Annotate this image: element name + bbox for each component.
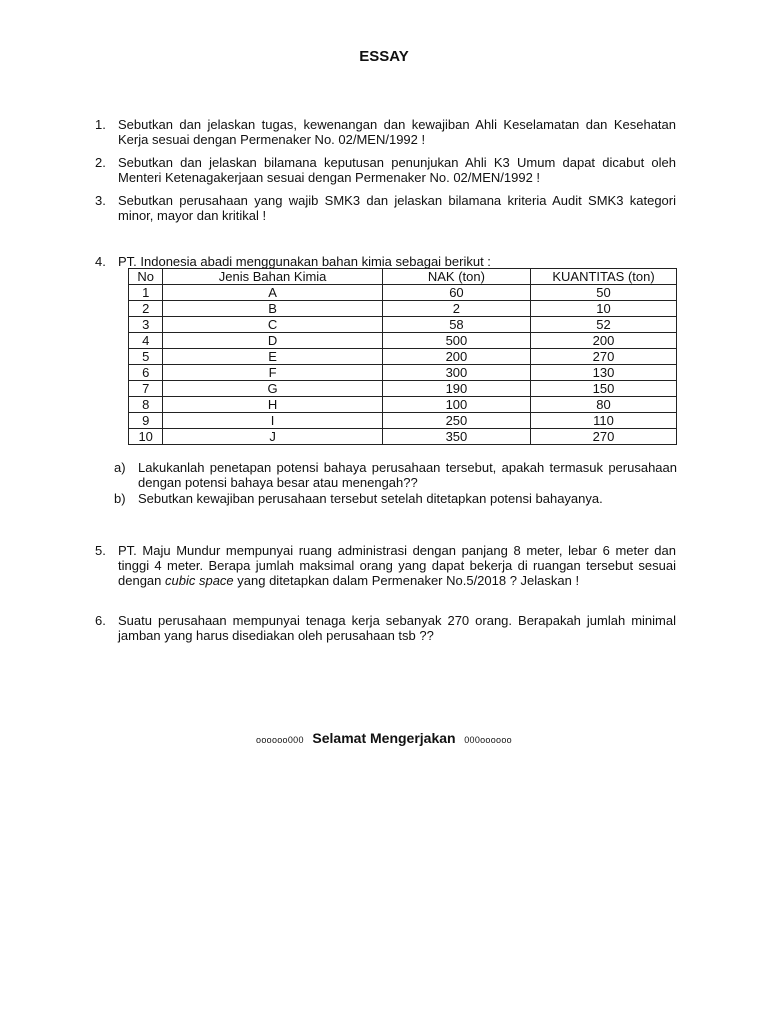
table-header-row bbox=[129, 269, 677, 285]
sub-question-label: b) bbox=[114, 491, 126, 506]
question-2 bbox=[95, 155, 676, 185]
question-number: 2. bbox=[95, 155, 106, 170]
sub-question-text: Lakukanlah penetapan potensi bahaya perusahaan tersebut, apakah termasuk perusahaan dengan potensi bahaya besar atau menengah?? bbox=[138, 460, 677, 490]
sub-question-label: a) bbox=[114, 460, 126, 475]
cell-kuantitas: 50 bbox=[531, 285, 677, 301]
cell-kuantitas: 80 bbox=[531, 397, 677, 413]
question-text bbox=[118, 543, 676, 588]
table-row bbox=[129, 397, 677, 413]
cell-no: 2 bbox=[129, 301, 163, 317]
question-number: 5. bbox=[95, 543, 106, 558]
question-number: 1. bbox=[95, 117, 106, 132]
page-title: ESSAY bbox=[359, 48, 409, 65]
question-6 bbox=[95, 613, 676, 643]
cell-jenis: F bbox=[163, 365, 382, 381]
table-row bbox=[129, 317, 677, 333]
sub-question-text: Sebutkan kewajiban perusahaan tersebut setelah ditetapkan potensi bahayanya. bbox=[138, 491, 603, 506]
question-text-part: PT. Maju Mundur mempunyai ruang administrasi dengan panjang 8 meter, lebar 6 meter dan tinggi 4 meter. Berapa jumlah maksimal orang yang dapat bekerja di ruangan tersebut sesuai dengan bbox=[118, 543, 676, 588]
cell-no: 3 bbox=[129, 317, 163, 333]
cell-jenis: A bbox=[163, 285, 382, 301]
cell-no: 7 bbox=[129, 381, 163, 397]
cell-no: 9 bbox=[129, 413, 163, 429]
question-text: PT. Indonesia abadi menggunakan bahan kimia sebagai berikut : bbox=[118, 254, 491, 269]
table-row bbox=[129, 349, 677, 365]
cell-kuantitas: 52 bbox=[531, 317, 677, 333]
question-text-part: yang ditetapkan dalam Permenaker No.5/2018 ? Jelaskan ! bbox=[233, 573, 580, 588]
cell-nak: 250 bbox=[382, 413, 530, 429]
cell-no: 1 bbox=[129, 285, 163, 301]
question-3 bbox=[95, 193, 676, 223]
cell-nak: 350 bbox=[382, 429, 530, 445]
question-5 bbox=[95, 543, 676, 588]
cell-kuantitas: 10 bbox=[531, 301, 677, 317]
cell-kuantitas: 200 bbox=[531, 333, 677, 349]
sub-question-b bbox=[114, 491, 677, 506]
cell-no: 10 bbox=[129, 429, 163, 445]
cell-no: 4 bbox=[129, 333, 163, 349]
question-number: 4. bbox=[95, 254, 106, 269]
table-row bbox=[129, 381, 677, 397]
cell-nak: 500 bbox=[382, 333, 530, 349]
cell-jenis: C bbox=[163, 317, 382, 333]
sub-question-a bbox=[114, 460, 677, 490]
question-text: Suatu perusahaan mempunyai tenaga kerja sebanyak 270 orang. Berapakah jumlah minimal jamban yang harus disediakan oleh perusahaan tsb ?? bbox=[118, 613, 676, 643]
cell-jenis: B bbox=[163, 301, 382, 317]
cell-kuantitas: 130 bbox=[531, 365, 677, 381]
question-text: Sebutkan dan jelaskan bilamana keputusan penunjukan Ahli K3 Umum dapat dicabut oleh Menteri Ketenagakerjaan sesuai dengan Permenaker No. 02/MEN/1992 ! bbox=[118, 155, 676, 185]
table-row bbox=[129, 413, 677, 429]
closing-left-decoration: oooooo000 bbox=[256, 735, 304, 745]
cell-jenis: I bbox=[163, 413, 382, 429]
closing-text: Selamat Mengerjakan bbox=[312, 730, 456, 746]
header-jenis-bahan-kimia: Jenis Bahan Kimia bbox=[163, 269, 382, 285]
cell-no: 5 bbox=[129, 349, 163, 365]
closing-message bbox=[0, 731, 768, 748]
question-text-italic: cubic space bbox=[165, 573, 234, 588]
table-row bbox=[129, 301, 677, 317]
cell-jenis: D bbox=[163, 333, 382, 349]
cell-kuantitas: 270 bbox=[531, 429, 677, 445]
cell-nak: 2 bbox=[382, 301, 530, 317]
closing-right-decoration: 000oooooo bbox=[464, 735, 512, 745]
cell-jenis: G bbox=[163, 381, 382, 397]
cell-nak: 200 bbox=[382, 349, 530, 365]
table-row bbox=[129, 333, 677, 349]
cell-no: 8 bbox=[129, 397, 163, 413]
cell-no: 6 bbox=[129, 365, 163, 381]
table-row bbox=[129, 429, 677, 445]
cell-jenis: E bbox=[163, 349, 382, 365]
question-1 bbox=[95, 117, 676, 147]
header-nak: NAK (ton) bbox=[382, 269, 530, 285]
question-text: Sebutkan perusahaan yang wajib SMK3 dan jelaskan bilamana kriteria Audit SMK3 kategori minor, mayor dan kritikal ! bbox=[118, 193, 676, 223]
question-number: 6. bbox=[95, 613, 106, 628]
question-number: 3. bbox=[95, 193, 106, 208]
cell-jenis: H bbox=[163, 397, 382, 413]
cell-nak: 58 bbox=[382, 317, 530, 333]
cell-nak: 190 bbox=[382, 381, 530, 397]
cell-nak: 300 bbox=[382, 365, 530, 381]
cell-nak: 100 bbox=[382, 397, 530, 413]
question-4 bbox=[95, 254, 676, 269]
cell-jenis: J bbox=[163, 429, 382, 445]
cell-nak: 60 bbox=[382, 285, 530, 301]
table-row bbox=[129, 285, 677, 301]
chemical-table bbox=[128, 268, 677, 445]
cell-kuantitas: 270 bbox=[531, 349, 677, 365]
cell-kuantitas: 150 bbox=[531, 381, 677, 397]
table-row bbox=[129, 365, 677, 381]
header-kuantitas: KUANTITAS (ton) bbox=[531, 269, 677, 285]
question-text: Sebutkan dan jelaskan tugas, kewenangan dan kewajiban Ahli Keselamatan dan Kesehatan Kerja sesuai dengan Permenaker No. 02/MEN/1992 ! bbox=[118, 117, 676, 147]
cell-kuantitas: 110 bbox=[531, 413, 677, 429]
header-no: No bbox=[129, 269, 163, 285]
